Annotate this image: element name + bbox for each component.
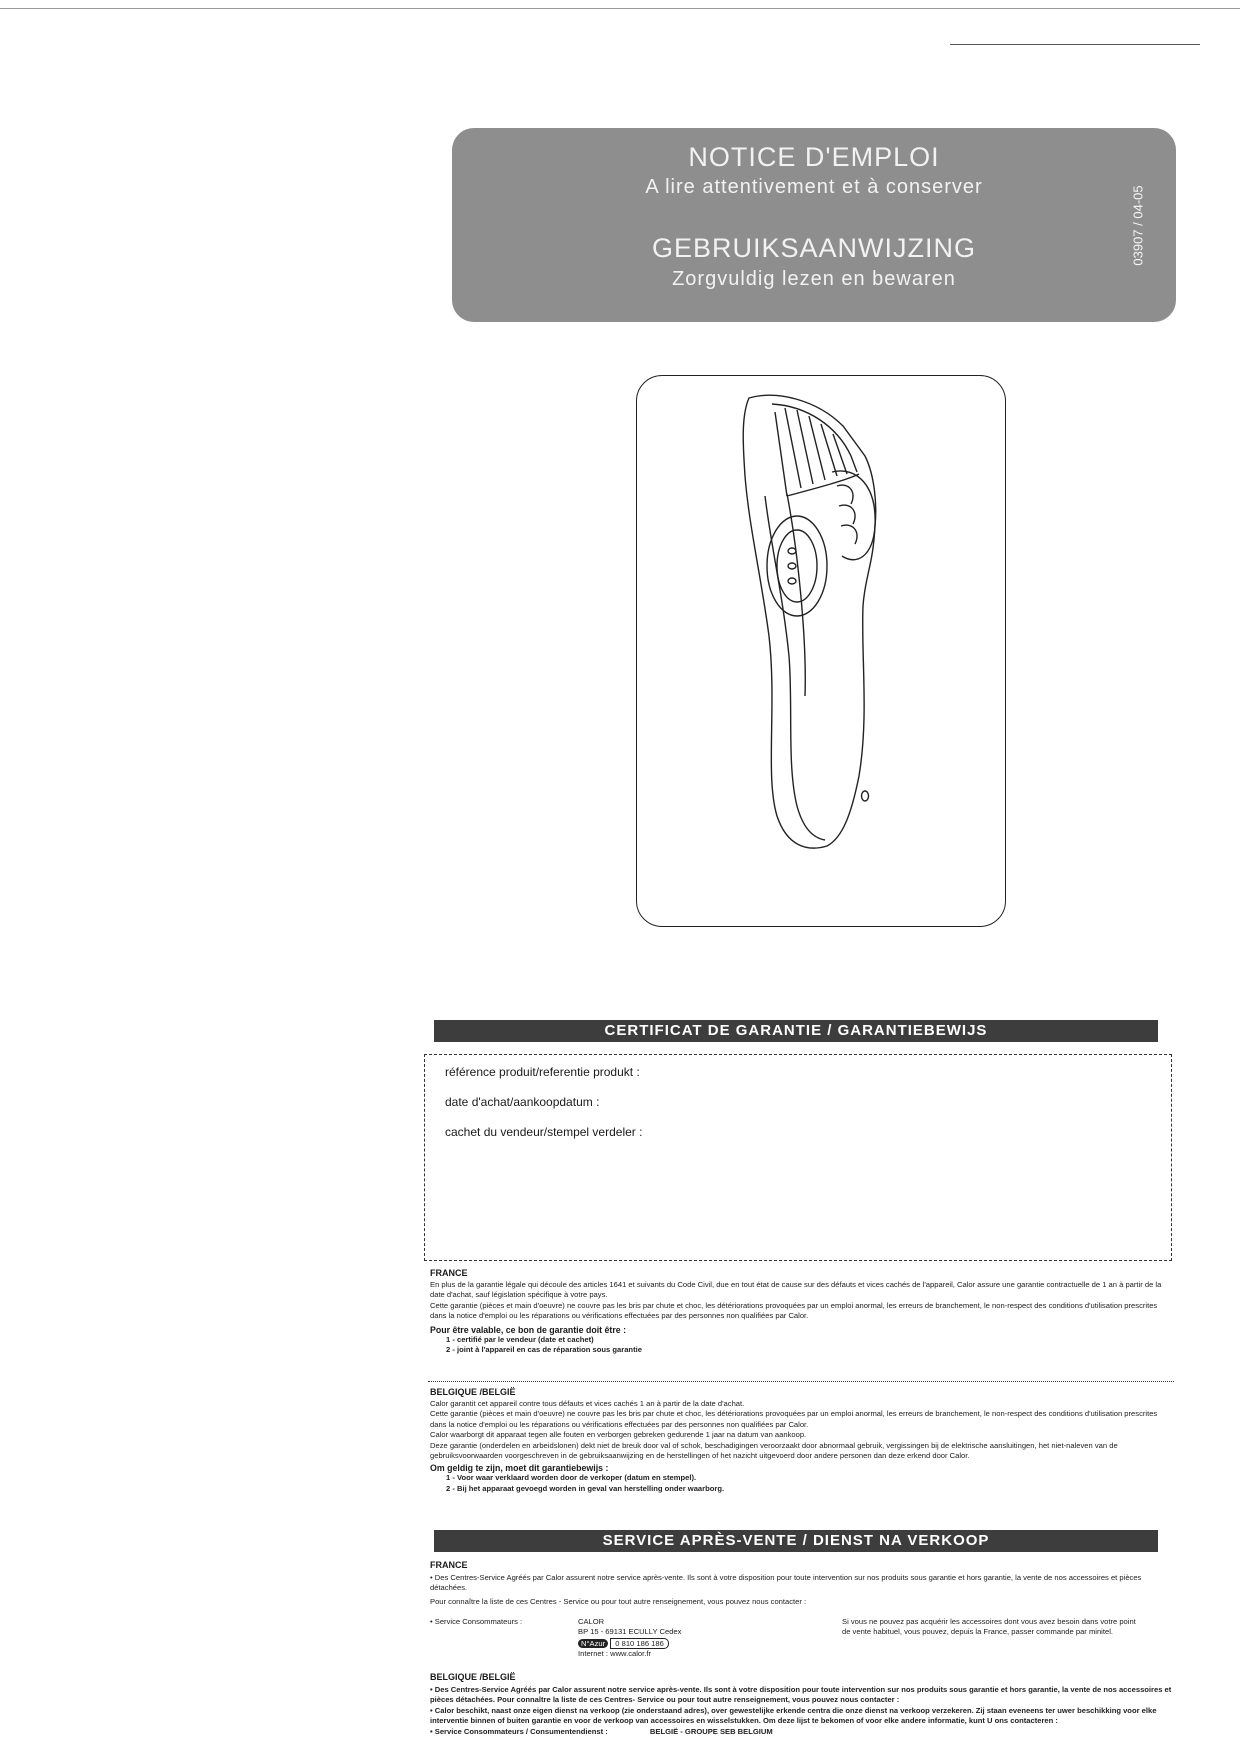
warranty-belgium-p4: Deze garantie (onderdelen en arbeidslonen) dekt niet de breuk door val of schok, beschadigingen veroorzaakt door abnormaal gebruik, vergissingen bij de elektrische aansluitingen, het niet-naleven van de gebruiksvoorwaarden voorgeschreven in de gebruiksaanwijzing en de herstellingen of het nazicht uitgevoerd door andere personen dan deze erkend door Calor. (430, 1440, 1118, 1461)
warranty-title-bar: CERTIFICAT DE GARANTIE / GARANTIEBEWIJS (434, 1020, 1158, 1042)
service-address (578, 1617, 808, 1660)
warranty-belgium-heading: BELGIQUE /BELGIË (430, 1387, 516, 1397)
document-code: 03907 / 04-05 (1130, 185, 1146, 266)
service-belgium-group: BELGIË - GROUPE SEB BELGIUM (649, 1726, 773, 1736)
product-frame (636, 375, 1006, 927)
warranty-form-box (424, 1054, 1172, 1261)
warranty-belgium-valid: Om geldig te zijn, moet dit garantiebewijs : (430, 1463, 609, 1474)
service-internet[interactable]: Internet : www.calor.fr (578, 1649, 652, 1659)
header-banner (452, 128, 1176, 322)
warranty-belgium-item2: 2 - Bij het apparaat gevoegd worden in geval van herstelling onder waarborg. (446, 1483, 725, 1493)
service-phone (578, 1639, 808, 1649)
warranty-belgium (430, 1387, 1175, 1494)
hair-clipper-icon (637, 376, 1005, 926)
service-belgium-p2: • Calor beschikt, naast onze eigen dienst na verkoop (zie onderstaand adres), over gewestelijke erkende centra die onze dienst na verkoop verzekeren. Zij staan eveneens ter uwer beschikking voor elke interventie binnen of buiten garantie en voor de verkoop van accessoires en wisselstukken. Om deze lijst te bekomen of voor elke andere informatie, kunt U ons contacteren : (430, 1705, 1157, 1726)
subtitle-fr: A lire attentivement et à conserver (645, 176, 983, 198)
service-belgium-heading: BELGIQUE /BELGIË (430, 1672, 516, 1682)
warranty-belgium-item1: 1 - Voor waar verklaard worden door de verkoper (datum en stempel). (446, 1473, 697, 1483)
service-phone-number[interactable]: 0 810 186 186 (610, 1638, 669, 1649)
field-purchase-date: date d'achat/aankoopdatum : (445, 1095, 600, 1109)
section-divider (428, 1381, 1174, 1382)
service-title-bar: SERVICE APRÈS-VENTE / DIENST NA VERKOOP (434, 1530, 1158, 1552)
warranty-france-item1: 1 - certifié par le vendeur (date et cachet) (446, 1334, 594, 1344)
service-france-heading: FRANCE (430, 1560, 468, 1570)
service-belgium-consumer: • Service Consommateurs / Consumentendienst : (430, 1726, 608, 1736)
service-consumer-label: • Service Consommateurs : (430, 1617, 523, 1626)
service-belgium-p3 (430, 1727, 1175, 1737)
scan-edge-line (950, 44, 1200, 45)
warranty-france-heading: FRANCE (430, 1268, 468, 1278)
warranty-belgium-p1: Calor garantit cet appareil contre tous défauts et vices cachés 1 an à partir de la date d'achat. (430, 1399, 745, 1408)
subtitle-nl: Zorgvuldig lezen en bewaren (672, 268, 956, 290)
warranty-france-item2: 2 - joint à l'appareil en cas de réparation sous garantie (446, 1345, 642, 1355)
warranty-france (430, 1268, 1175, 1355)
scan-edge-line (0, 8, 1240, 9)
service-france-p2: Pour connaître la liste de ces Centres - Service ou pour tout autre renseignement, vous pouvez nous contacter : (430, 1596, 807, 1606)
title-nl: GEBRUIKSAANWIJZING (651, 233, 977, 263)
service-belgium (430, 1672, 1175, 1737)
service-belgium-p1: • Des Centres-Service Agréés par Calor assurent notre service après-vente. Ils sont à votre disposition pour toute intervention sur nos produits sous garantie et hors garantie, la vente de nos accessoires et pièces détachées. Pour connaître la liste de ces Centres- Service ou pour tout autre renseignement, vous pouvez nous contacter : (430, 1685, 1172, 1705)
warranty-belgium-p2: Cette garantie (pièces et main d'oeuvre) ne couvre pas les bris par chute et choc, les détériorations provoquées par un emploi anormal, les erreurs de branchement, le non-respect des conditions d'utilisation prescrites dans la notice d'emploi ou les réparations ou vérifications effectuées par des personnes non qualifiées par Calor. (430, 1409, 1158, 1429)
service-france (430, 1560, 1175, 1607)
title-fr: NOTICE D'EMPLOI (688, 142, 940, 172)
service-france-p1: • Des Centres-Service Agréés par Calor assurent notre service après-vente. Ils sont à votre disposition pour toute intervention sur nos produits sous garantie et hors garantie, la vente de nos accessoires et pièces détachées. (430, 1573, 1142, 1593)
warranty-france-valid: Pour être valable, ce bon de garantie doit être : (430, 1324, 627, 1335)
service-minitel-note: Si vous ne pouvez pas acquérir les accessoires dont vous avez besoin dans votre point de vente habituel, vous pouvez, depuis la France, passer commande par minitel. (842, 1617, 1136, 1637)
service-address-line1: CALOR (578, 1617, 605, 1626)
service-phone-tag: N°Azur (578, 1639, 608, 1648)
field-seller-stamp: cachet du vendeur/stempel verdeler : (445, 1125, 643, 1139)
service-address-line2: BP 15 - 69131 ECULLY Cedex (578, 1627, 682, 1637)
warranty-france-p2: Cette garantie (pièces et main d'oeuvre) ne couvre pas les bris par chute et choc, les détériorations provoquées par un emploi anormal, les erreurs de branchement, le non-respect des conditions d'utilisation prescrites dans la notice d'emploi ou les réparations ou vérifications effectuées par des personnes non qualifiées par Calor. (430, 1300, 1158, 1321)
warranty-france-p1: En plus de la garantie légale qui découle des articles 1641 et suivants du Code Civil, due en tout état de cause sur des défauts et vices cachés de l'appareil, Calor assure une garantie contractuelle de 1 an à partir de la date d'achat, sauf législation spécifique à votre pays. (430, 1280, 1162, 1300)
field-reference: référence produit/referentie produkt : (445, 1065, 640, 1079)
warranty-belgium-p3: Calor waarborgt dit apparaat tegen alle fouten en verborgen gebreken gedurende 1 jaar na datum van aankoop. (430, 1430, 807, 1440)
